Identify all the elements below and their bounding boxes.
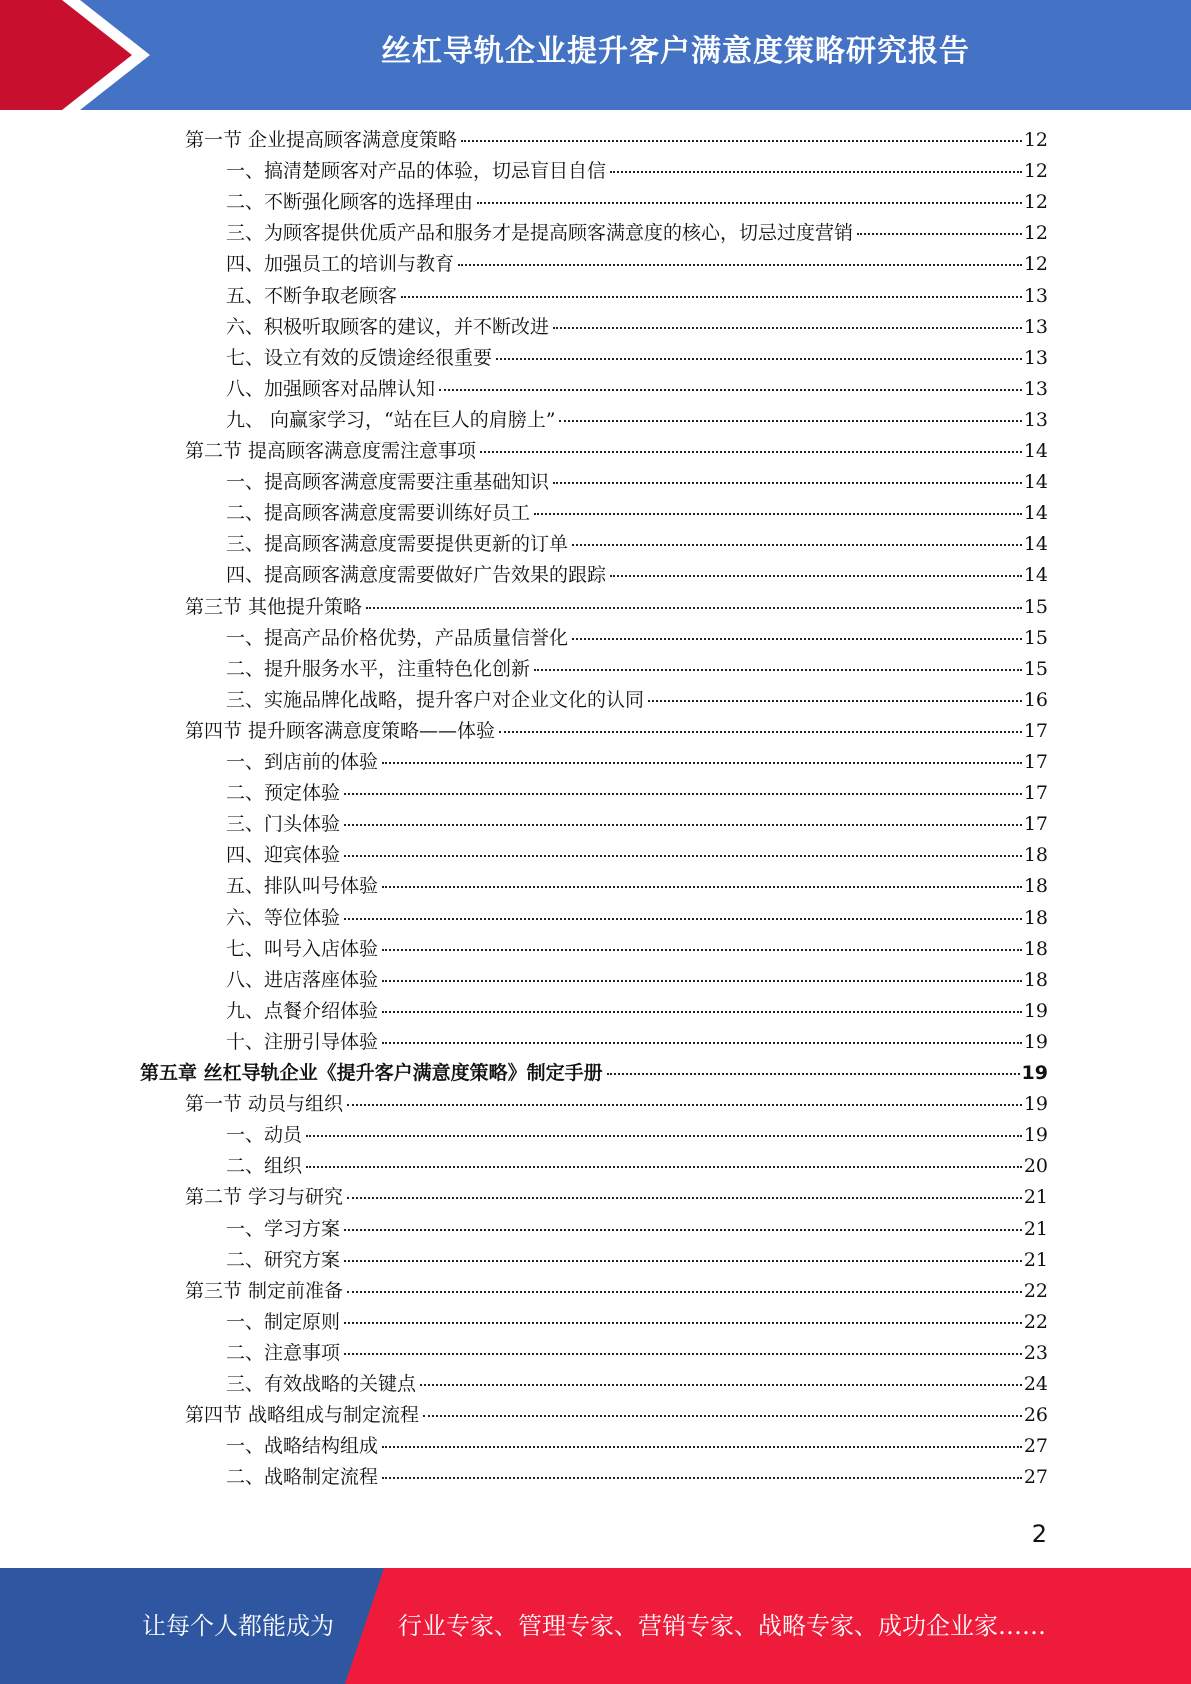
toc-dot-leader: [648, 700, 1022, 702]
toc-dot-leader: [344, 1260, 1022, 1262]
toc-dot-leader: [420, 1384, 1022, 1386]
toc-entry-label: 二、组织: [226, 1155, 303, 1178]
toc-entry-label: 二、提升服务水平，注重特色化创新: [226, 657, 531, 680]
toc-entry[interactable]: [226, 312, 1048, 343]
toc-dot-leader: [344, 824, 1022, 826]
toc-entry[interactable]: [226, 218, 1048, 249]
toc-entry[interactable]: [226, 1369, 1048, 1400]
toc-entry-label: 二、注意事项: [226, 1341, 341, 1364]
toc-entry-page: 19: [1021, 1062, 1048, 1084]
toc-dot-leader: [496, 358, 1022, 360]
toc-entry[interactable]: [226, 498, 1048, 529]
toc-entry-page: 26: [1023, 1404, 1048, 1427]
toc-entry[interactable]: [140, 1058, 1048, 1089]
toc-entry[interactable]: [226, 281, 1048, 312]
toc-entry-page: 18: [1023, 937, 1048, 960]
toc-entry[interactable]: [226, 156, 1048, 187]
toc-entry-page: 14: [1023, 471, 1048, 494]
toc-entry-label: 五、排队叫号体验: [226, 875, 379, 898]
toc-dot-leader: [553, 327, 1022, 329]
toc-entry[interactable]: [226, 1214, 1048, 1245]
toc-dot-leader: [347, 1197, 1022, 1199]
toc-entry-label: 六、等位体验: [226, 906, 341, 929]
toc-entry[interactable]: [226, 1307, 1048, 1338]
toc-entry-page: 19: [1023, 1124, 1048, 1147]
toc-dot-leader: [344, 918, 1022, 920]
toc-entry[interactable]: [185, 436, 1048, 467]
toc-entry[interactable]: [226, 747, 1048, 778]
toc-entry[interactable]: [226, 840, 1048, 871]
toc-entry-label: 二、预定体验: [226, 782, 341, 805]
toc-dot-leader: [607, 1073, 1020, 1075]
toc-dot-leader: [572, 638, 1022, 640]
toc-entry[interactable]: [185, 716, 1048, 747]
toc-entry-page: 12: [1023, 129, 1048, 151]
toc-entry[interactable]: [226, 996, 1048, 1027]
toc-dot-leader: [610, 575, 1022, 577]
toc-entry-label: 一、提高顾客满意度需要注重基础知识: [226, 471, 550, 494]
toc-entry[interactable]: [226, 1338, 1048, 1369]
toc-entry-page: 14: [1023, 502, 1048, 525]
toc-entry-page: 12: [1023, 222, 1048, 245]
toc-entry[interactable]: [226, 1151, 1048, 1182]
toc-entry-label: 第四节 提升顾客满意度策略——体验: [185, 719, 496, 742]
toc-entry-label: 三、实施品牌化战略，提升客户对企业文化的认同: [226, 688, 645, 711]
toc-entry-page: 27: [1023, 1466, 1048, 1489]
toc-entry-label: 八、进店落座体验: [226, 968, 379, 991]
toc-dot-leader: [559, 420, 1021, 422]
toc-dot-leader: [344, 855, 1022, 857]
toc-entry-label: 十、注册引导体验: [226, 1030, 379, 1053]
toc-dot-leader: [572, 544, 1022, 546]
toc-entry-label: 第一节 企业提高顾客满意度策略: [185, 129, 458, 151]
footer-slogan-left: 让每个人都能成为: [142, 1612, 334, 1640]
toc-entry[interactable]: [185, 1089, 1048, 1120]
toc-entry[interactable]: [185, 1276, 1048, 1307]
toc-dot-leader: [458, 264, 1022, 266]
toc-entry-label: 九、点餐介绍体验: [226, 999, 379, 1022]
toc-entry[interactable]: [226, 467, 1048, 498]
toc-entry-page: 14: [1023, 564, 1048, 587]
toc-dot-leader: [477, 202, 1022, 204]
toc-dot-leader: [347, 1291, 1022, 1293]
toc-entry-page: 13: [1023, 377, 1048, 400]
toc-dot-leader: [382, 886, 1022, 888]
toc-entry[interactable]: [226, 529, 1048, 560]
toc-entry[interactable]: [226, 187, 1048, 218]
toc-entry-label: 三、有效战略的关键点: [226, 1373, 417, 1395]
toc-entry-page: 21: [1023, 1248, 1048, 1271]
toc-dot-leader: [461, 140, 1022, 142]
toc-entry-label: 一、动员: [226, 1124, 303, 1147]
toc-entry-label: 第一节 动员与组织: [185, 1093, 344, 1116]
toc-entry-label: 七、设立有效的反馈途经很重要: [226, 346, 493, 369]
toc-entry-page: 16: [1023, 688, 1048, 711]
toc-dot-leader: [366, 607, 1022, 609]
toc-entry-page: 18: [1023, 968, 1048, 991]
toc-entry[interactable]: [226, 405, 1048, 436]
toc-entry-page: 17: [1023, 813, 1048, 836]
toc-entry-label: 三、门头体验: [226, 813, 341, 836]
toc-entry-page: 24: [1023, 1373, 1048, 1395]
toc-dot-leader: [534, 513, 1022, 515]
toc-entry-label: 七、叫号入店体验: [226, 937, 379, 960]
toc-dot-leader: [382, 1477, 1022, 1479]
toc-dot-leader: [344, 1322, 1022, 1324]
toc-entry[interactable]: [226, 560, 1048, 591]
toc-entry[interactable]: [226, 809, 1048, 840]
toc-entry-page: 19: [1023, 999, 1048, 1022]
toc-dot-leader: [382, 1011, 1022, 1013]
toc-entry-page: 23: [1023, 1341, 1048, 1364]
toc-entry-page: 12: [1023, 253, 1048, 276]
toc-entry-page: 22: [1023, 1310, 1048, 1333]
toc-entry-page: 21: [1023, 1186, 1048, 1209]
toc-entry-label: 三、为顾客提供优质产品和服务才是提高顾客满意度的核心，切忌过度营销: [226, 222, 854, 245]
toc-entry-label: 第四节 战略组成与制定流程: [185, 1404, 420, 1427]
toc-dot-leader: [306, 1166, 1022, 1168]
toc-entry-page: 17: [1023, 719, 1048, 742]
toc-entry-label: 二、提高顾客满意度需要训练好员工: [226, 502, 531, 525]
toc-dot-leader: [423, 1415, 1022, 1417]
toc-entry-label: 四、加强员工的培训与教育: [226, 253, 455, 276]
toc-entry[interactable]: [226, 1245, 1048, 1276]
toc-entry[interactable]: [226, 623, 1048, 654]
toc-entry-page: 15: [1023, 626, 1048, 649]
toc-entry[interactable]: [185, 125, 1048, 156]
toc-entry-page: 14: [1023, 440, 1048, 462]
toc-entry-label: 一、提高产品价格优势，产品质量信誉化: [226, 626, 569, 649]
toc-dot-leader: [344, 1229, 1022, 1231]
page-number: 2: [1031, 1520, 1047, 1548]
document-title: 丝杠导轨企业提升客户满意度策略研究报告: [381, 34, 970, 69]
toc-entry-label: 六、积极听取顾客的建议，并不断改进: [226, 315, 550, 338]
toc-entry[interactable]: [226, 934, 1048, 965]
header-arrow-icon: [0, 0, 140, 110]
toc-entry-label: 一、搞清楚顾客对产品的体验，切忌盲目自信: [226, 160, 607, 183]
toc-entry-page: 19: [1023, 1030, 1048, 1053]
toc-entry[interactable]: [226, 1431, 1048, 1462]
toc-dot-leader: [382, 980, 1022, 982]
page-header: [0, 0, 1191, 110]
toc-entry-label: 三、提高顾客满意度需要提供更新的订单: [226, 533, 569, 556]
toc-dot-leader: [382, 1042, 1022, 1044]
toc-entry[interactable]: [185, 1400, 1048, 1431]
toc-entry-label: 一、制定原则: [226, 1310, 341, 1333]
toc-dot-leader: [347, 1104, 1022, 1106]
toc-entry[interactable]: [226, 249, 1048, 280]
toc-dot-leader: [857, 233, 1022, 235]
toc-entry-page: 20: [1023, 1155, 1048, 1178]
toc-entry-label: 四、迎宾体验: [226, 844, 341, 867]
toc-entry[interactable]: [226, 1027, 1048, 1058]
toc-entry-label: 第二节 提高顾客满意度需注意事项: [185, 440, 477, 462]
toc-dot-leader: [306, 1135, 1022, 1137]
toc-entry-page: 15: [1023, 595, 1048, 618]
toc-entry-label: 八、加强顾客对品牌认知: [226, 377, 436, 400]
toc-dot-leader: [439, 389, 1022, 391]
toc-entry-page: 13: [1023, 284, 1048, 307]
toc-entry-page: 17: [1023, 751, 1048, 773]
toc-dot-leader: [610, 171, 1022, 173]
footer-slogan-right: 行业专家、管理专家、营销专家、战略专家、成功企业家……: [398, 1612, 1046, 1640]
toc-entry-page: 13: [1023, 408, 1048, 431]
toc-entry-page: 13: [1023, 346, 1048, 369]
toc-entry[interactable]: [226, 903, 1048, 934]
toc-entry[interactable]: [226, 343, 1048, 374]
toc-entry-page: 18: [1023, 906, 1048, 929]
toc-entry-page: 27: [1023, 1435, 1048, 1458]
toc-entry-label: 四、提高顾客满意度需要做好广告效果的跟踪: [226, 564, 607, 587]
toc-entry-label: 二、战略制定流程: [226, 1466, 379, 1489]
toc-entry-label: 一、战略结构组成: [226, 1435, 379, 1458]
toc-dot-leader: [401, 296, 1022, 298]
toc-entry-page: 22: [1023, 1279, 1048, 1302]
toc-entry[interactable]: [226, 1120, 1048, 1151]
toc-entry-label: 第三节 制定前准备: [185, 1279, 344, 1302]
toc-entry-label: 二、不断强化顾客的选择理由: [226, 191, 474, 214]
toc-entry-page: 18: [1023, 875, 1048, 898]
toc-entry-page: 12: [1023, 160, 1048, 183]
toc-dot-leader: [553, 482, 1022, 484]
toc-entry-label: 一、到店前的体验: [226, 751, 379, 773]
toc-entry-label: 一、学习方案: [226, 1217, 341, 1240]
toc-dot-leader: [499, 731, 1022, 733]
toc-entry[interactable]: [185, 592, 1048, 623]
toc-entry-page: 14: [1023, 533, 1048, 556]
toc-entry[interactable]: [226, 871, 1048, 902]
toc-entry[interactable]: [226, 965, 1048, 996]
toc-entry-label: 第三节 其他提升策略: [185, 595, 363, 618]
toc-entry-page: 19: [1023, 1093, 1048, 1116]
toc-entry-label: 第五章 丝杠导轨企业《提升客户满意度策略》制定手册: [140, 1062, 603, 1084]
toc-dot-leader: [344, 1353, 1022, 1355]
page-footer: [0, 1568, 1191, 1684]
toc-entry[interactable]: [185, 1182, 1048, 1213]
toc-entry-page: 17: [1023, 782, 1048, 805]
toc-entry[interactable]: [226, 374, 1048, 405]
toc-entry-page: 15: [1023, 657, 1048, 680]
toc-dot-leader: [382, 1446, 1022, 1448]
toc-entry[interactable]: [226, 1462, 1048, 1493]
toc-dot-leader: [344, 793, 1022, 795]
toc-entry[interactable]: [226, 778, 1048, 809]
toc-entry-page: 21: [1023, 1217, 1048, 1240]
toc-entry-label: 九、 向赢家学习，“站在巨人的肩膀上”: [226, 408, 556, 431]
toc-entry-label: 第二节 学习与研究: [185, 1186, 344, 1209]
toc-dot-leader: [382, 762, 1022, 764]
toc-entry-page: 13: [1023, 315, 1048, 338]
toc-entry-page: 18: [1023, 844, 1048, 867]
toc-entry-page: 12: [1023, 191, 1048, 214]
toc-dot-leader: [382, 949, 1022, 951]
toc-entry-label: 五、不断争取老顾客: [226, 284, 398, 307]
toc-dot-leader: [534, 669, 1022, 671]
toc-entry[interactable]: [226, 685, 1048, 716]
toc-entry[interactable]: [226, 654, 1048, 685]
toc-entry-label: 二、研究方案: [226, 1248, 341, 1271]
toc-dot-leader: [480, 451, 1022, 453]
